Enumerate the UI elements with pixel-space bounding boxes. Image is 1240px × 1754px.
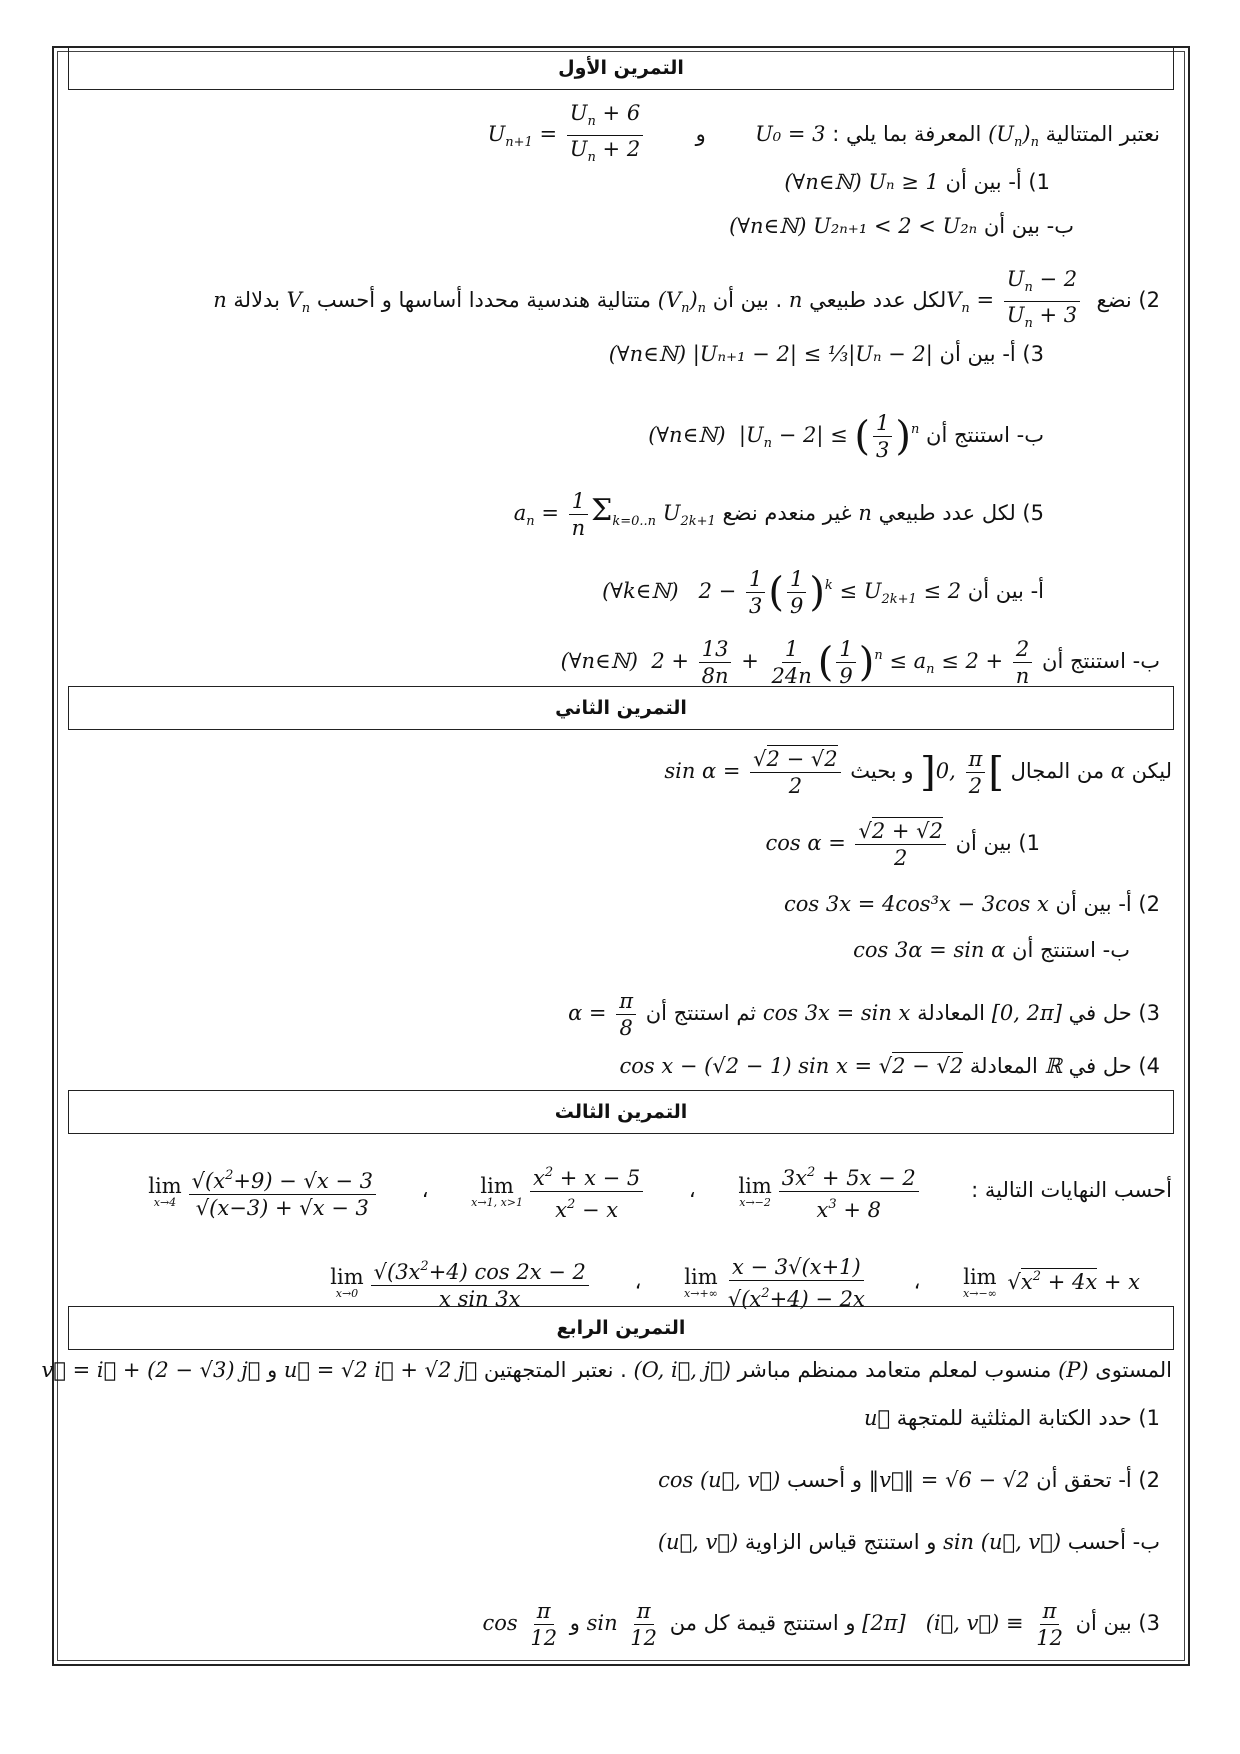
ex4-q2b: ب- أحسب sin (u⃗, v⃗) و استنتج قياس الزاوية (u⃗, v⃗) xyxy=(657,1530,1160,1554)
ex2-q3: 3) حل في [0, 2π] المعادلة cos 3x = sin x ثم استنتج أن α = $\frac{\pi}{8}$ xyxy=(568,989,1160,1040)
exercise-4-title: التمرين الرابع xyxy=(556,1317,686,1339)
ex1-q5: 5) لكل عدد طبيعي n غير منعدم نضع $a_n$ = $\frac{1}{n}$ $\Sigma_{k=0..n}$ $U_{2k+1}$ xyxy=(513,489,1044,540)
exercise-2-title: التمرين الثاني xyxy=(555,697,687,719)
ex2-intro: ليكن α من المجال ]0, $\frac{\pi}{2}$ [ و بحيث sin α = $\frac{√2 - √2}{2}$ xyxy=(664,747,1172,798)
ex1-q2: 2) نضع $V_n$ = $\frac{U_n - 2}{U_n + 3}$ لكل عدد طبيعي n . بين أن $(V_n)_n$ متتالية هندسية محددا أساسها و أحسب $V_n$ بدلالة n xyxy=(213,267,1160,331)
ex2-q4: 4) حل في ℝ المعادلة cos x − (√2 − 1) sin x = √2 − √2 xyxy=(619,1054,1160,1078)
ex1-q1b: ب- بين أن (∀n∈ℕ) U₂ₙ₊₁ < 2 < U₂ₙ xyxy=(729,214,1074,238)
ex4-q1: 1) حدد الكتابة المثلثية للمتجهة u⃗ xyxy=(863,1406,1160,1430)
exercise-4-header xyxy=(68,1306,1174,1350)
ex1-q5a: أ- بين أن (∀k∈ℕ) 2 − $\frac{1}{3}$ ( $\frac{1}{9}$ )$^k \le U_{2k+1} \le 2$ xyxy=(602,567,1044,618)
ex1-q5b: ب- استنتج أن (∀n∈ℕ) 2 + $\frac{13}{8n}$ + $\frac{1}{24n}$ ( $\frac{1}{9}$ )$^n \le a_n \le 2$ + $\frac{2}{n}$ xyxy=(560,637,1160,688)
ex1-intro-line: نعتبر المتتالية $(U_n)_n$ المعرفة بما يلي : U₀ = 3 و $U_{n+1}$ = $\frac{U_n + 6}{U_n + 2}$ xyxy=(487,101,1160,165)
exercise-3-header xyxy=(68,1090,1174,1134)
ex4-q2a: 2) أ- تحقق أن ‖v⃗‖ = √6 − √2 و أحسب cos (u⃗, v⃗) xyxy=(658,1468,1160,1492)
ex4-q3: 3) بين أن [2π] (i⃗, v⃗) ≡ $\frac{\pi}{12}$ و استنتج قيمة كل من sin $\frac{\pi}{12}$ و cos $\frac{\pi}{12}$ xyxy=(482,1599,1160,1650)
exercise-2-header xyxy=(68,686,1174,730)
ex1-q3a: 3) أ- بين أن (∀n∈ℕ) |Uₙ₊₁ − 2| ≤ ⅓|Uₙ − 2| xyxy=(608,342,1044,366)
ex2-q2b: ب- استنتج أن cos 3α = sin α xyxy=(853,938,1130,962)
ex2-q1: 1) بين أن cos α = $\frac{√2 + √2}{2}$ xyxy=(765,819,1040,870)
exercise-3-title: التمرين الثالث xyxy=(554,1101,688,1123)
ex4-intro: المستوى (P) منسوب لمعلم متعامد ممنظم مباشر (O, i⃗, j⃗) . نعتبر المتجهتين u⃗ = √2 i⃗ + √2 j⃗ و v⃗ = i⃗ + (2 − √3) j⃗ xyxy=(41,1358,1172,1382)
ex3-limits-row1: أحسب النهايات التالية : lim x→−2 $\frac{3x^2 + 5x - 2}{x^3 + 8}$ ، lim x→1, x>1 $\frac{x^2 + x - 5}{x^2 - x}$ ، lim x→4 $\frac{√(x^2+9) - √x - 3}{√(x-3) + √x - 3}$ xyxy=(148,1160,1172,1223)
ex3-limits-row2: lim x→−∞ $√x^2 + 4x + x$ ، lim x→+∞ $\frac{x - 3√(x+1)}{√(x^2+4) - 2x}$ ، lim x→0 $\frac{√(3x^2+4) \cos 2x - 2}{\text{x sin 3x}}$ xyxy=(330,1255,1140,1311)
exercise-1-title: التمرين الأول xyxy=(558,57,684,79)
exercise-1-header xyxy=(68,46,1174,90)
ex2-q2a: 2) أ- بين أن cos 3x = 4cos³x − 3cos x xyxy=(784,892,1160,916)
ex1-q1a: 1) أ- بين أن (∀n∈ℕ) Uₙ ≥ 1 xyxy=(784,170,1050,194)
ex1-q3b: ب- استنتج أن (∀n∈ℕ) $|U_n - 2|$ ≤ ( $\frac{1}{3}$ )$^n$ xyxy=(648,411,1044,462)
